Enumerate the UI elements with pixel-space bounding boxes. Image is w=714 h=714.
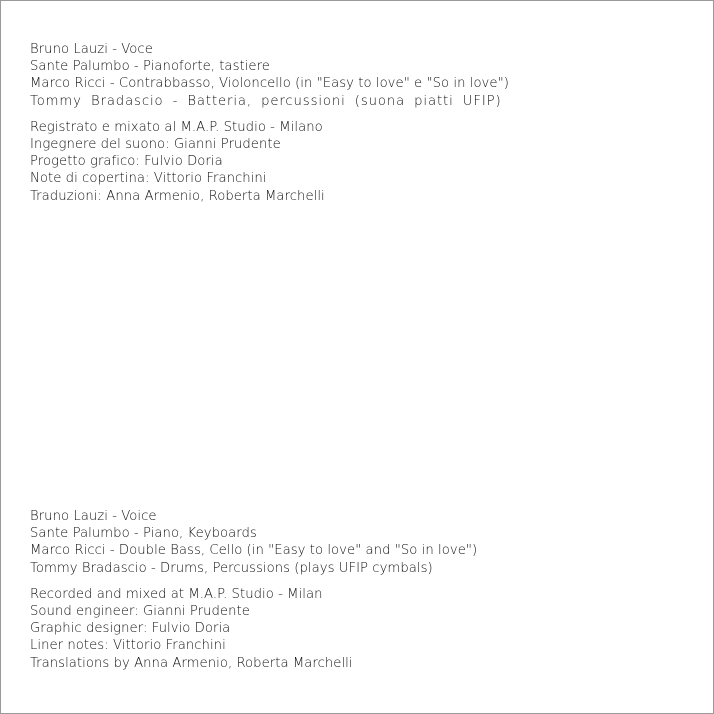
italian-production-list bbox=[30, 119, 690, 205]
production-line-studio: Recorded and mixed at M.A.P. Studio - Milan bbox=[30, 586, 323, 602]
italian-musicians-list bbox=[30, 41, 690, 110]
production-line-translations: Translations by Anna Armenio, Roberta Marchelli bbox=[30, 655, 353, 671]
production-line-engineer: Sound engineer: Gianni Prudente bbox=[30, 604, 250, 620]
production-line-liner-notes: Note di copertina: Vittorio Franchini bbox=[30, 171, 267, 187]
credit-line-piano: Sante Palumbo - Pianoforte, tastiere bbox=[30, 59, 270, 75]
production-line-graphics: Progetto grafico: Fulvio Doria bbox=[30, 154, 223, 170]
production-line-graphics: Graphic designer: Fulvio Doria bbox=[30, 621, 231, 637]
credit-line-drums: Tommy Bradascio - Drums, Percussions (plays UFIP cymbals) bbox=[30, 560, 433, 576]
credit-line-bass: Marco Ricci - Double Bass, Cello (in "Easy to love" and "So in love") bbox=[30, 543, 478, 559]
production-line-translations: Traduzioni: Anna Armenio, Roberta Marchelli bbox=[30, 188, 325, 204]
english-musicians-list bbox=[30, 508, 690, 577]
production-line-engineer: Ingegnere del suono: Gianni Prudente bbox=[30, 137, 281, 153]
production-line-liner-notes: Liner notes: Vittorio Franchini bbox=[30, 638, 226, 654]
credit-line-vocals: Bruno Lauzi - Voice bbox=[30, 509, 157, 524]
english-production-list bbox=[30, 586, 690, 672]
credit-line-drums: Tommy Bradascio - Batteria, percussioni (suona piatti UFIP) bbox=[30, 93, 502, 109]
production-line-studio: Registrato e mixato al M.A.P. Studio - Milano bbox=[30, 119, 323, 135]
credit-line-piano: Sante Palumbo - Piano, Keyboards bbox=[30, 526, 257, 542]
credit-line-vocals: Bruno Lauzi - Voce bbox=[30, 42, 153, 57]
english-credits-block bbox=[30, 508, 690, 672]
italian-credits-block bbox=[30, 41, 690, 205]
credit-line-bass: Marco Ricci - Contrabbasso, Violoncello (in "Easy to love" e "So in love") bbox=[30, 76, 509, 92]
